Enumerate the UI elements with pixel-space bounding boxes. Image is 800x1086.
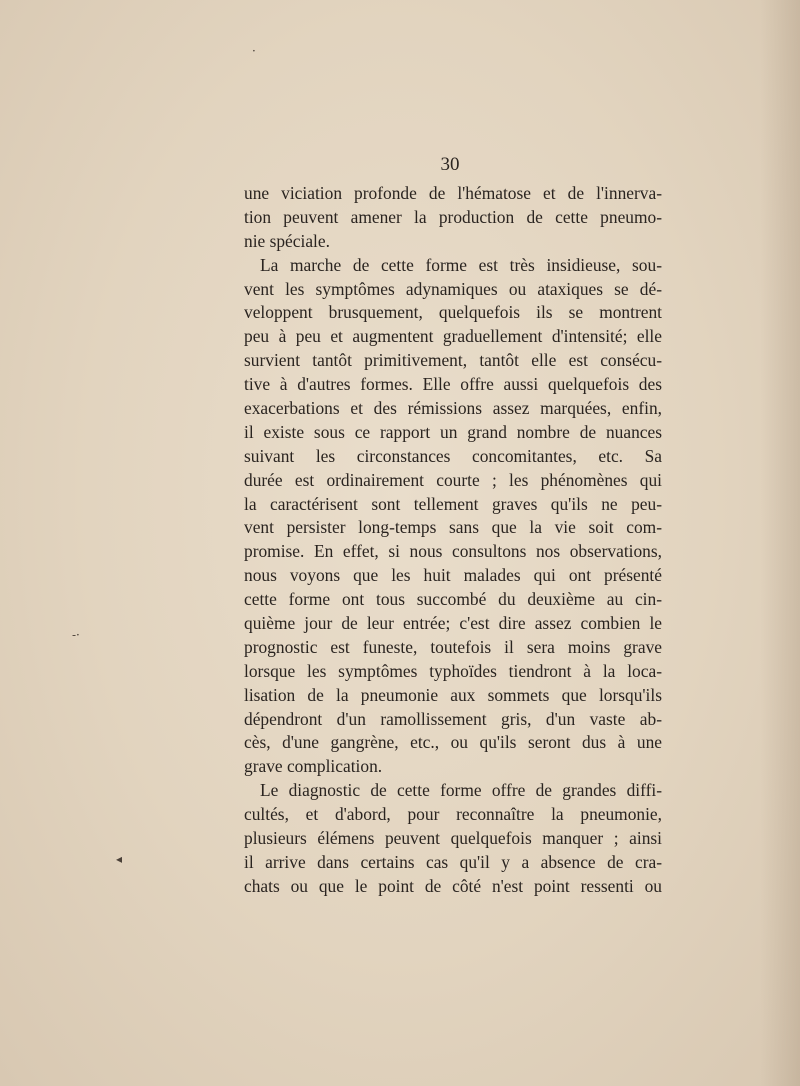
paper-speck: ·: [252, 44, 256, 58]
body-text: [244, 182, 662, 899]
text-line: une viciation profonde de l'hématose et de l'innerva-: [244, 183, 662, 203]
text-line: nie spéciale.: [244, 230, 330, 251]
text-line: il arrive dans certains cas qu'il y a absence de cra-: [244, 851, 662, 872]
text-line: prognostic est funeste, toutefois il sera moins grave: [244, 636, 662, 657]
text-line: vent les symptômes adynamiques ou ataxiques se dé-: [244, 278, 662, 299]
text-line: cultés, et d'abord, pour reconnaître la pneumonie,: [244, 804, 662, 825]
text-line: promise. En effet, si nous consultons nos observations,: [244, 541, 662, 562]
text-line: chats ou que le point de côté n'est point ressenti ou: [244, 875, 662, 896]
text-line: tive à d'autres formes. Elle offre aussi quelquefois des: [244, 374, 662, 395]
paper-speck: -·: [72, 628, 80, 642]
text-line: il existe sous ce rapport un grand nombre de nuances: [244, 421, 662, 442]
text-line: nous voyons que les huit malades qui ont présenté: [244, 565, 662, 586]
text-line: quième jour de leur entrée; c'est dire assez combien le: [244, 613, 662, 634]
text-line: dépendront d'un ramollissement gris, d'un vaste ab-: [244, 708, 662, 729]
text-line: tion peuvent amener la production de cette pneumo-: [244, 206, 662, 227]
text-line: lisation de la pneumonie aux sommets que lorsqu'ils: [244, 684, 662, 705]
text-line: suivant les circonstances concomitantes, etc. Sa: [244, 445, 662, 466]
text-line: peu à peu et augmentent graduellement d'intensité; elle: [244, 326, 662, 347]
text-line: Le diagnostic de cette forme offre de grandes diffi-: [260, 780, 662, 801]
paper-speck: ◂: [116, 852, 123, 866]
text-line: cette forme ont tous succombé du deuxième au cin-: [244, 589, 662, 610]
text-line: plusieurs élémens peuvent quelquefois manquer ; ainsi: [244, 828, 662, 849]
text-line: veloppent brusquement, quelquefois ils se montrent: [244, 302, 662, 323]
page-number: 30: [440, 154, 460, 175]
text-line: grave complication.: [244, 756, 383, 777]
text-line: cès, d'une gangrène, etc., ou qu'ils seront dus à une: [244, 732, 662, 753]
text-line: lorsque les symptômes typhoïdes tiendront à la loca-: [244, 660, 662, 681]
text-line: durée est ordinairement courte ; les phénomènes qui: [244, 469, 662, 490]
text-line: vent persister long-temps sans que la vie soit com-: [244, 517, 662, 538]
text-line: survient tantôt primitivement, tantôt elle est consécu-: [244, 350, 662, 371]
text-line: la caractérisent sont tellement graves qu'ils ne peu-: [244, 493, 662, 514]
text-line: exacerbations et des rémissions assez marquées, enfin,: [244, 398, 662, 419]
text-line: La marche de cette forme est très insidieuse, sou-: [260, 254, 662, 275]
